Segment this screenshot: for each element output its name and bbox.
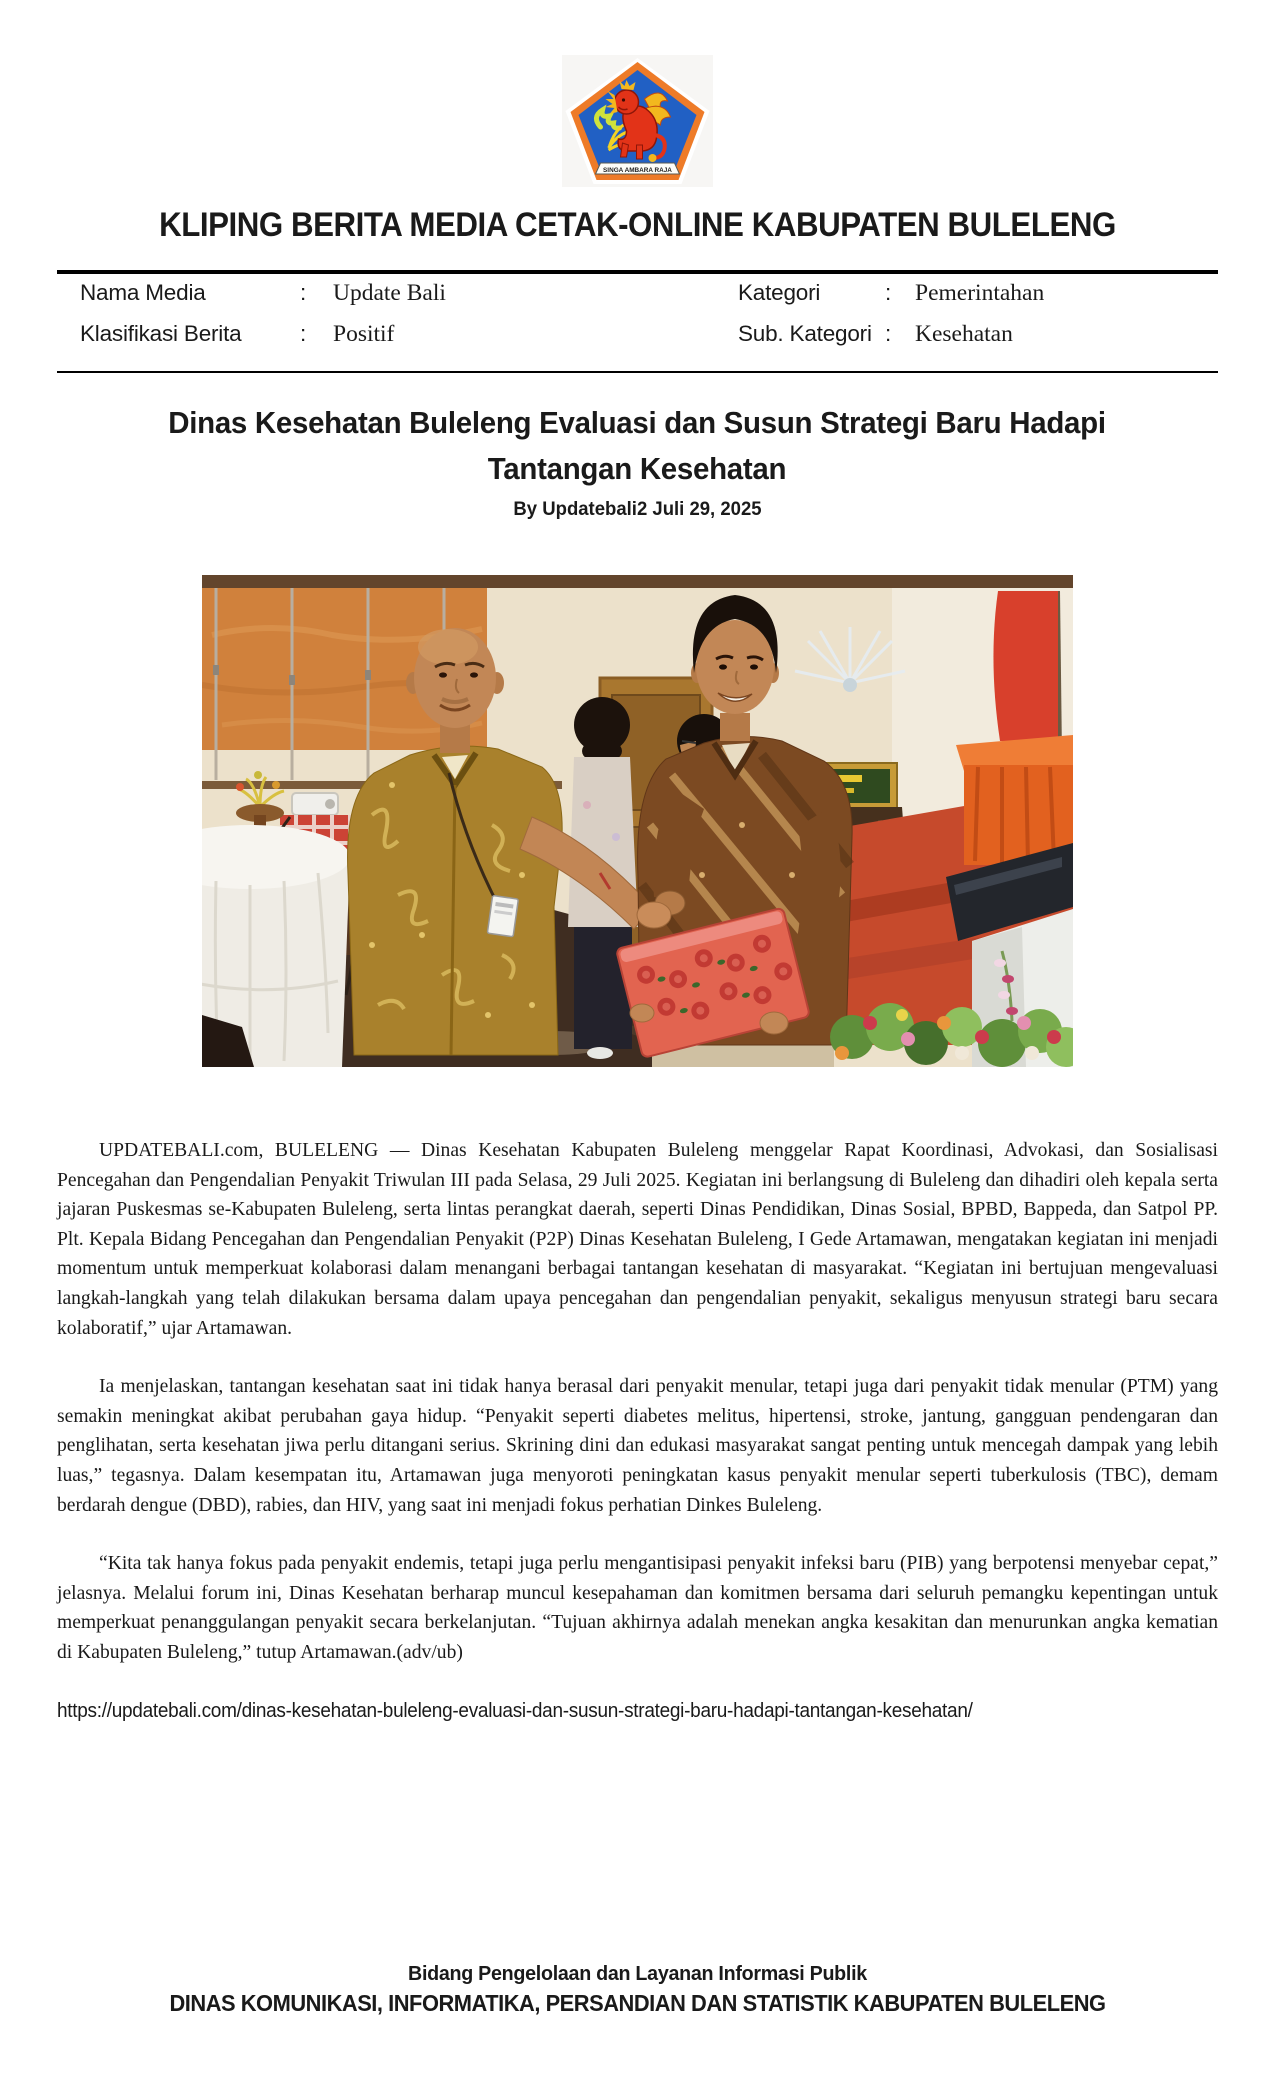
meta-value: Pemerintahan [915, 280, 1045, 306]
emblem-banner-text: SINGA AMBARA RAJA [603, 167, 672, 174]
meta-colon: : [300, 280, 307, 305]
meta-row-klasifikasi [80, 321, 394, 348]
source-url: https://updatebali.com/dinas-kesehatan-buleleng-evaluasi-dan-susun-strategi-baru-hadapi-tantangan-kesehatan/ [57, 1699, 973, 1722]
meta-colon: : [300, 321, 307, 346]
footer-division: Bidang Pengelolaan dan Layanan Informasi Publik [408, 1962, 867, 1985]
meta-label: Kategori [738, 280, 821, 305]
meta-label: Nama Media [80, 280, 206, 305]
meta-row-nama-media [80, 280, 446, 307]
meta-row-kategori [738, 280, 1044, 307]
article-byline: By Updatebali2 Juli 29, 2025 [513, 498, 762, 520]
meta-value: Update Bali [333, 280, 446, 306]
article-title: Dinas Kesehatan Buleleng Evaluasi dan Susun Strategi Baru Hadapi Tantangan Kesehatan [168, 405, 1106, 486]
event-photo-illustration [202, 575, 1073, 1067]
article-paragraph: Ia menjelaskan, tantangan kesehatan saat ini tidak hanya berasal dari penyakit menular, tetapi juga dari penyakit tidak menular (PTM) yang semakin meningkat akibat perubahan gaya hidup. “Penyakit seperti diabetes melitus, hipertensi, stroke, jantung, gangguan pendengaran dan penglihatan, serta kesehatan jiwa perlu ditangani serius. Skrining dini dan edukasi masyarakat sangat penting untuk mencegah dampak yang lebih luas,” tegasnya. Dalam kesempatan itu, Artamawan juga menyoroti peningkatan kasus penyakit menular seperti tuberkulosis (TBC), demam berdarah dengue (DBD), rabies, dan HIV, yang saat ini menjadi fokus perhatian Dinkes Buleleng. [57, 1376, 1218, 1516]
meta-label: Klasifikasi Berita [80, 321, 242, 346]
page-title: KLIPING BERITA MEDIA CETAK-ONLINE KABUPATEN BULELENG [159, 206, 1116, 244]
page-footer [0, 1962, 1275, 2017]
meta-row-sub-kategori [738, 321, 1013, 348]
header-rule-top [57, 270, 1218, 274]
meta-value: Kesehatan [915, 321, 1013, 347]
meta-value: Positif [333, 321, 395, 347]
article-photo [202, 575, 1073, 1067]
footer-agency: DINAS KOMUNIKASI, INFORMATIKA, PERSANDIAN DAN STATISTIK KABUPATEN BULELENG [169, 1990, 1106, 2016]
meta-colon: : [885, 280, 892, 305]
singa-ambara-raja-emblem-icon [562, 55, 713, 187]
meta-label: Sub. Kategori [738, 321, 872, 346]
meta-colon: : [885, 321, 892, 346]
article-paragraph: UPDATEBALI.com, BULELENG — Dinas Kesehatan Kabupaten Buleleng menggelar Rapat Koordinasi, Advokasi, dan Sosialisasi Pencegahan dan Pengendalian Penyakit Triwulan III pada Selasa, 29 Juli 2025. Kegiatan ini berlangsung di Buleleng dan dihadiri oleh kepala serta jajaran Puskesmas se-Kabupaten Buleleng, serta lintas perangkat daerah, seperti Dinas Pendidikan, Dinas Sosial, BPBD, Bappeda, dan Satpol PP. Plt. Kepala Bidang Pencegahan dan Pengendalian Penyakit (P2P) Dinas Kesehatan Buleleng, I Gede Artamawan, mengatakan kegiatan ini menjadi momentum untuk memperkuat kolaborasi dalam menangani berbagai tantangan kesehatan di masyarakat. “Kegiatan ini bertujuan mengevaluasi langkah-langkah yang telah dilakukan bersama dalam upaya pencegahan dan pengendalian penyakit, sekaligus menyusun strategi baru secara kolaboratif,” ujar Artamawan. [57, 1140, 1218, 1339]
header-rule-bottom [57, 371, 1218, 373]
buleleng-regency-emblem [562, 55, 713, 187]
article-paragraph: “Kita tak hanya fokus pada penyakit endemis, tetapi juga perlu mengantisipasi penyakit infeksi baru (PIB) yang berpotensi menyebar cepat,” jelasnya. Melalui forum ini, Dinas Kesehatan berharap muncul kesepahaman dan komitmen bersama dari seluruh pemangku kepentingan untuk memperkuat penanggulangan penyakit secara berkelanjutan. “Tujuan akhirnya adalah menekan angka kesakitan dan menurunkan angka kematian di Kabupaten Buleleng,” tutup Artamawan.(adv/ub) [57, 1553, 1218, 1663]
article-body [57, 1136, 1218, 1726]
